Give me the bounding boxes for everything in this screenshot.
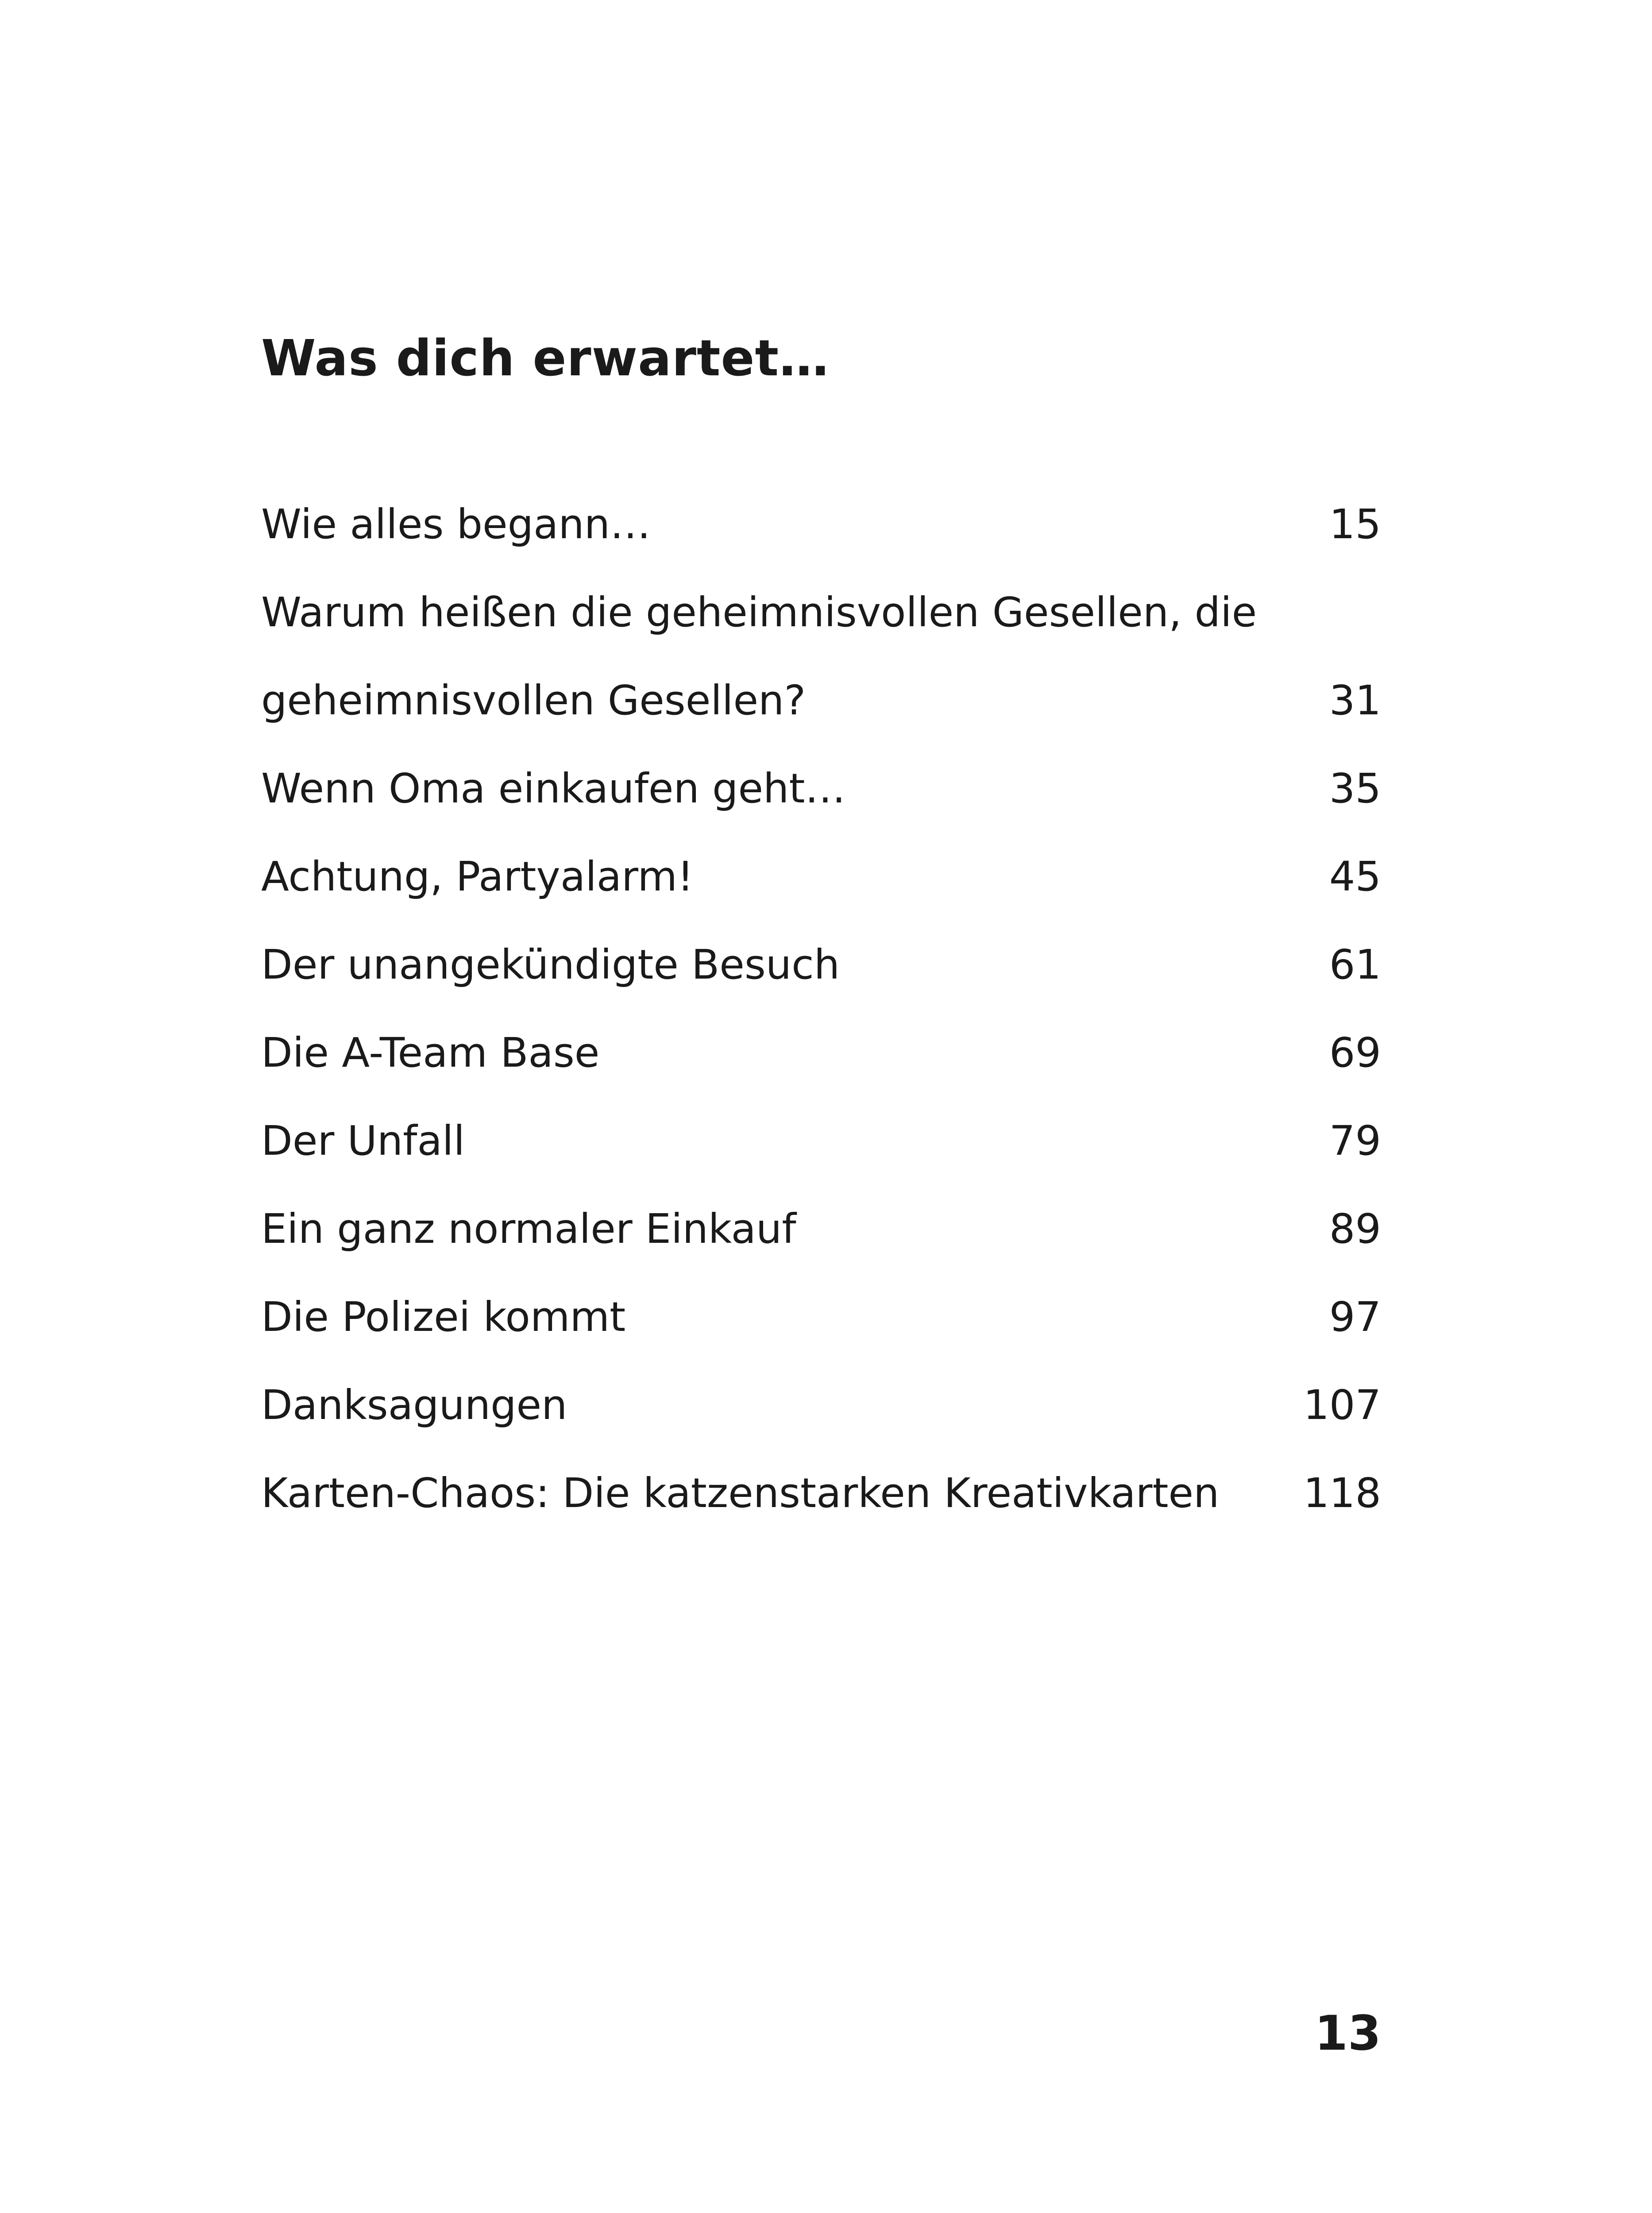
toc-entry-title: Wie alles begann…: [261, 501, 651, 548]
toc-entry: [261, 568, 1381, 656]
toc-entry-title: Der unangekündigte Besuch: [261, 941, 840, 988]
table-of-contents: [261, 480, 1381, 1537]
toc-entry-title: Der Unfall: [261, 1117, 465, 1164]
toc-entry: [261, 1097, 1381, 1185]
toc-entry-page: 107: [1303, 1381, 1381, 1429]
toc-heading: Was dich erwartet…: [261, 330, 829, 387]
toc-entry-page: 15: [1329, 501, 1381, 548]
toc-entry: [261, 744, 1381, 833]
toc-entry-page: 61: [1329, 941, 1381, 988]
toc-entry-page: 97: [1329, 1293, 1381, 1341]
toc-entry: [261, 656, 1381, 744]
toc-entry-page: 31: [1329, 677, 1381, 724]
toc-entry: [261, 1009, 1381, 1097]
toc-entry: [261, 1361, 1381, 1449]
toc-entry: [261, 833, 1381, 921]
toc-entry: [261, 1449, 1381, 1537]
toc-entry-title: Danksagungen: [261, 1381, 567, 1429]
toc-entry-title: Wenn Oma einkaufen geht…: [261, 765, 846, 812]
toc-entry-page: 89: [1329, 1205, 1381, 1253]
toc-entry: [261, 1273, 1381, 1361]
toc-entry-title: Ein ganz normaler Einkauf: [261, 1205, 796, 1253]
toc-entry-title: Warum heißen die geheimnisvollen Gesellen, die: [261, 589, 1257, 636]
toc-entry-title: Achtung, Partyalarm!: [261, 853, 694, 900]
page-number: 13: [1314, 2006, 1381, 2061]
toc-entry: [261, 1185, 1381, 1273]
toc-entry-page: 79: [1329, 1117, 1381, 1164]
toc-entry-page: 35: [1329, 765, 1381, 812]
toc-entry-title: Karten-Chaos: Die katzenstarken Kreativkarten: [261, 1469, 1220, 1517]
toc-entry: [261, 480, 1381, 568]
toc-entry-title: Die Polizei kommt: [261, 1293, 626, 1341]
toc-entry-title: Die A-Team Base: [261, 1029, 600, 1076]
toc-entry-page: 118: [1303, 1469, 1381, 1517]
toc-entry-page: 45: [1329, 853, 1381, 900]
toc-entry-title: geheimnisvollen Gesellen?: [261, 677, 806, 724]
toc-entry: [261, 921, 1381, 1009]
toc-entry-page: 69: [1329, 1029, 1381, 1076]
